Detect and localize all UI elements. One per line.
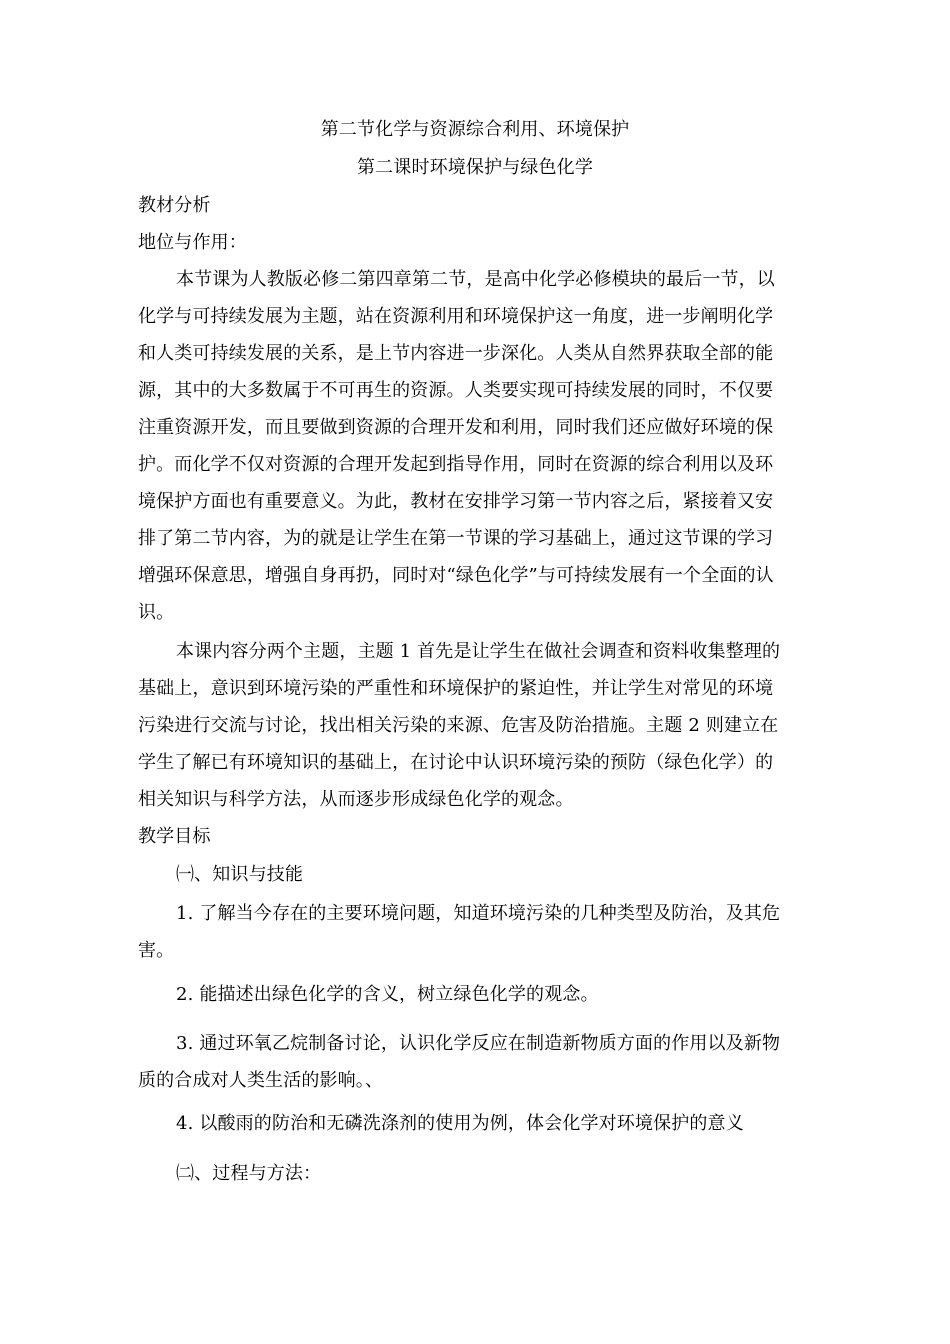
- paragraph-1-line: 增强环保意思，增强自身再扔，同时对“绿色化学”与可持续发展有一个全面的认: [138, 565, 774, 586]
- goal-item-2: 2. 能描述出绿色化学的含义，树立绿色化学的观念。: [176, 984, 599, 1005]
- goal-heading-process: ㈡、过程与方法：: [176, 1163, 322, 1184]
- section-heading-material: 教材分析: [138, 195, 211, 216]
- paragraph-1-line: 护。而化学不仅对资源的合理开发起到指导作用，同时在资源的综合利用以及环: [138, 454, 774, 475]
- section-heading-goals: 教学目标: [138, 826, 211, 847]
- paragraph-2-line: 学生了解已有环境知识的基础上，在讨论中认识环境污染的预防（绿色化学）的: [138, 752, 774, 773]
- goal-item-1-continued: 害。: [138, 940, 175, 961]
- paragraph-1-line: 源，其中的大多数属于不可再生的资源。人类要实现可持续发展的同时，不仅要: [138, 380, 774, 401]
- goal-item-1: 1. 了解当今存在的主要环境问题，知道环境污染的几种类型及防治，及其危: [176, 903, 781, 924]
- goal-heading-knowledge: ㈠、知识与技能: [176, 864, 304, 885]
- subsection-heading-position: 地位与作用：: [138, 232, 247, 253]
- paragraph-1-line: 识。: [138, 602, 175, 623]
- document-title: 第二节化学与资源综合利用、环境保护: [320, 119, 630, 140]
- paragraph-2-line: 污染进行交流与讨论，找出相关污染的来源、危害及防治措施。主题 2 则建立在: [138, 715, 779, 736]
- paragraph-1-line: 和人类可持续发展的关系，是上节内容进一步深化。人类从自然界获取全部的能: [138, 343, 774, 364]
- goal-item-4: 4. 以酸雨的防治和无磷洗涤剂的使用为例，体会化学对环境保护的意义: [176, 1113, 744, 1134]
- goal-item-3-continued: 质的合成对人类生活的影响。、: [138, 1070, 384, 1091]
- paragraph-1-line: 排了第二节内容，为的就是让学生在第一节课的学习基础上，通过这节课的学习: [138, 528, 774, 549]
- document-subtitle: 第二课时环境保护与绿色化学: [357, 157, 593, 178]
- paragraph-2-line: 相关知识与科学方法，从而逐步形成绿色化学的观念。: [138, 789, 574, 810]
- paragraph-1-line: 注重资源开发，而且要做到资源的合理开发和利用，同时我们还应做好环境的保: [138, 417, 774, 438]
- paragraph-2-line: 基础上，意识到环境污染的严重性和环境保护的紧迫性，并让学生对常见的环境: [138, 678, 774, 699]
- paragraph-2-line: 本课内容分两个主题，主题 1 首先是让学生在做社会调查和资料收集整理的: [176, 641, 781, 662]
- paragraph-1-line: 境保护方面也有重要意义。为此，教材在安排学习第一节内容之后，紧接着又安: [138, 491, 774, 512]
- paragraph-1-line: 本节课为人教版必修二第四章第二节，是高中化学必修模块的最后一节，以: [176, 269, 775, 290]
- paragraph-1-line: 化学与可持续发展为主题，站在资源利用和环境保护这一角度，进一步阐明化学: [138, 306, 774, 327]
- goal-item-3: 3. 通过环氧乙烷制备讨论，认识化学反应在制造新物质方面的作用以及新物: [176, 1033, 781, 1054]
